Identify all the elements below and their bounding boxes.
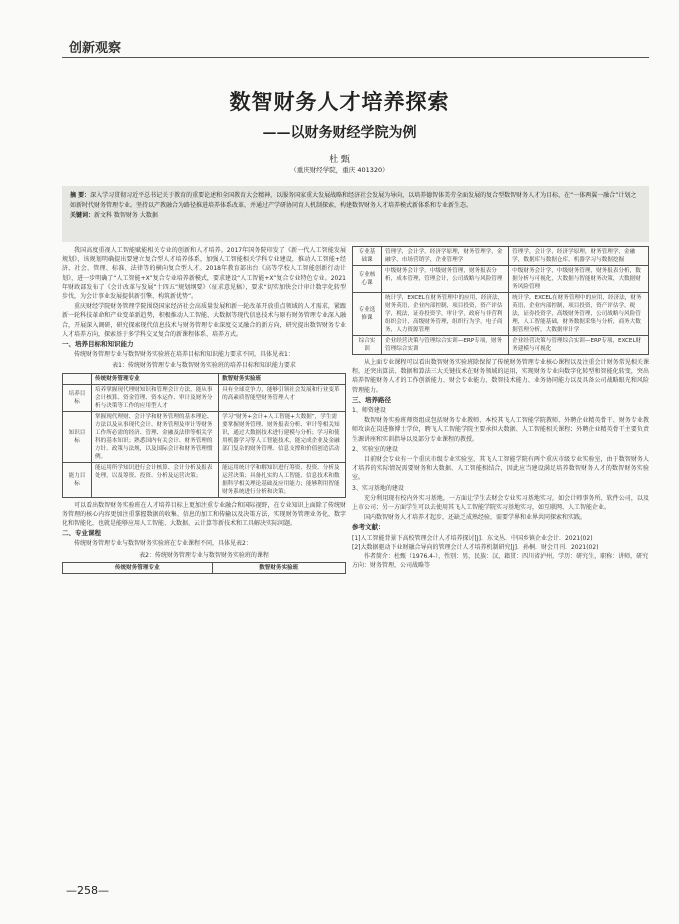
- paragraph: 充分利用现有校内外实习基地，一方面让学生去财会专业实习基地实习，如会计师事务所、软件公司，以及上市公司；另一方面学生可以去使用其飞人工智能学院实习基地实习，如互联网、人工智能企业。: [352, 494, 649, 512]
- paragraph: 传统财务管理专业与数智财务实验班在培养目标和知识能力要求不同，具体见表1：: [74, 351, 294, 359]
- affiliation: （重庆财经学院，重庆 401320）: [290, 166, 389, 174]
- paragraph: 重庆财经学院财务管理学院围绕国家经济社会高质量发展和新一轮改革开放重点领域的人才需求，紧跟新一轮科技革命和产业变革新趋势，积极推动人工智能、大数据等现代信息技术与原有财务管理专业深入融合，开展深入调研，研究探索现代信息技术与财务管理专业深度交叉融合的新方向，研究提出数智财务专业人才培养方向，探索基于多学科交叉复合的新课程体系、培养方式。: [62, 303, 346, 338]
- paragraph: 数智财务实验班师资组成包括财务专业教师、本校其飞人工智能学院教师、外聘企业精英骨干、财务专业教师攻读在岗进修博士学位，聘飞人工智能学院主要承担大数据、人工智能相关课程；外聘企业精英骨干主要负责生源讲座和实训指导以及部分专业课程的教授。: [352, 417, 649, 443]
- section-heading: 二、专业课程: [62, 529, 101, 538]
- table-header: 传统财务管理专业: [63, 562, 213, 573]
- table-2-body: [352, 246, 649, 355]
- abstract-label: 摘 要：: [70, 192, 91, 199]
- section-header: 创新观察: [69, 41, 122, 56]
- table-row: [63, 384, 346, 411]
- keywords-label: 关键词：: [70, 212, 95, 219]
- table-cell: 中级财务会计学，中级财务管理，财务报表分析，成本管理，管理会计，公司战略与风险管理: [382, 266, 509, 293]
- abstract-box: [62, 186, 649, 242]
- left-column: [62, 246, 346, 574]
- section-heading: 一、培养目标和知识能力: [62, 340, 134, 349]
- row-label: 知识目标: [63, 411, 92, 462]
- paragraph: 目前财会专业有一个重庆市级专业实验室，其飞人工智能学院有两个重庆市级专业实验室，由于数智财务人才培养的实际情况需要财务和大数据、人工智能相结合，因此应当建设满足培养数智财务人才的数智财务实验室。: [352, 456, 649, 482]
- table-2-header: [62, 562, 346, 574]
- paragraph: 可以看出数智财务实验班在人才培养目标上更加注重专业融合和国际视野，在专业知识上面除了传统财务管理的核心内容更加注重掌握数据的收集、信息的加工和传输以及决策方法，实现财务管理业务化、数字化和智能化，也就是能够应用人工智能、大数据、云计算等新技术和工具解决实际问题。: [62, 501, 346, 528]
- table-row: [353, 247, 649, 266]
- keywords: 新文科 数智财务 大数据: [94, 212, 158, 219]
- paragraph: 我国高度重视人工智能赋能相关专业的创新和人才培养。2017年国务院印发了《新一代人工智能发展规划》，该规划明确提出要建立复合型人才培养体系，加强人工智能相关学科专业建设，推动人工智能+经济、社会、管理、标准、法律等的横向复合型人才。2018年教育部出台《高等学校人工智能创新行动计划》，进一步明确了“人工智能+X”复合专业培养新模式，要求建设“人工智能+X”复合专业特色专业。2021年财政部发布了《会计改革与发展“十四五”规划纲要》（征求意见稿），要求“切实加快会计审计数字化转型步伐，为会计事业发展提供新引擎、构筑新优势”。: [62, 247, 346, 301]
- right-column: [352, 246, 649, 570]
- table-cell: 管理学，会计学，经济学原理，财务管理学，金融学，数据库与数据仓库，机器学习与数据挖掘: [509, 247, 649, 266]
- article-subtitle: ——以财务财经学院为例: [262, 125, 417, 141]
- subsection-heading: 1、师资建设: [352, 407, 386, 415]
- table-row: [353, 293, 649, 336]
- row-label: 专业核心课: [353, 266, 382, 293]
- table-cell: 企业经营决策与管理综合实训—ERP专项，EXCEL财务建模与可视化: [509, 336, 649, 355]
- table-cell: 能运用所学知识进行会计核算、会计分析及报表处理，以及筹资、投资、分析及运营决策；: [92, 462, 219, 497]
- table-cell: 掌握现代理财、会计学和财务管理的基本理论、方法以及从事现代会计、财务管理及审计等财务工作所必需的经济、管理、金融及法律等相关学科的基本知识；熟悉国内有关会计、财务管理的方针、政策与法规，以及国际会计和财务管理惯例。: [92, 411, 219, 462]
- table-row: [353, 266, 649, 293]
- author: 杜 甄: [329, 155, 350, 165]
- table-cell: 具有全球竞争力，能够引领社会发展和行业变革的高素质智能型财务管理人才: [219, 384, 346, 411]
- subsection-heading: 2、实验室的建设: [352, 445, 398, 453]
- table-header: 数智财务实验班: [219, 373, 346, 384]
- row-label: 专业选修课: [353, 293, 382, 336]
- row-label: 培养目标: [63, 384, 92, 411]
- table-cell: 中级财务会计学，中级财务管理，财务报表分析，数据分析与可视化，大数据与智能财务决策，大数据财务风险管理: [509, 266, 649, 293]
- table-cell: 统计学，EXCEL在财务管理中的应用，经济法，财务英语，企业内部控制，项目投资，资产评估学，税法，证券投资学，审计学，政府与非营利组织会计，高级财务管理，组织行为学，电子商务，人力资源管理: [382, 293, 509, 336]
- table-1: [62, 373, 346, 498]
- header-rule: [62, 57, 649, 58]
- table-row: [63, 411, 346, 462]
- section-heading: 三、培养路径: [352, 395, 391, 404]
- table-cell: 管理学，会计学，经济学原理，财务管理学，金融学，市场营销学，企业管理学: [382, 247, 509, 266]
- paragraph: 国内数智财务人才培养才起步，还缺乏成熟经验，需要学界和业界共同探索和实践。: [364, 514, 587, 522]
- table-header: [63, 373, 92, 384]
- references-heading: 参考文献：: [352, 523, 385, 532]
- row-label: 专业基础课: [353, 247, 382, 266]
- paragraph: 从上面专业课程可以看出数智财务实验班除保留了传统财务管理专业核心课程以及注重会计财务常见相关课程，还突出算法、数据和算法三大关键技术在财务领域的运用，实现财务专业向数字化转型和智能化转变，突出培养智能财务人才的工作创新能力、财会专业能力、数智技术能力、业务协同能力以及具备公司战略眼光和风险管理能力。: [352, 359, 649, 394]
- author-bio: 作者简介：杜甄（1976.4-），性别：男，民族：汉，籍贯：四川省泸州，学历：研究生，职称：讲师，研究方向：财务管理，公司战略等: [352, 553, 649, 570]
- row-label: 综合实训: [353, 336, 382, 355]
- table-cell: 培养掌握现代理财知识和管理会计方法，能从事会计核算、资金管理、资本运作、审计及财务分析与决策等工作的应用型人才: [92, 384, 219, 411]
- table-header: 传统财务管理专业: [92, 373, 219, 384]
- table-header: 数智财务实验班: [212, 562, 345, 573]
- table-row: [63, 462, 346, 497]
- table-cell: 企业经营决策与管理综合实训—ERP专项，财务管理综合实训: [382, 336, 509, 355]
- reference-item: [2]大数据驱动下业财融合导向的管理会计人才培养机制研究[J]．孙桐．财会月刊．2021(02): [352, 543, 599, 551]
- row-label: 能力目标: [63, 462, 92, 497]
- reference-item: [1]人工智能背景下高校管理会计人才培养探讨[J]．东文丛．中国乡镇企业会计．2021(02): [352, 534, 593, 542]
- table-caption: 表2：传统财务管理专业与数智财务实验班的课程: [139, 551, 269, 559]
- table-cell: 统计学，EXCEL在财务管理中的应用，经济法，财务英语，企业内部控制，项目投资，资产评估学，税法，证券投资学，高级财务管理，公司战略与风险管理，人工智能基础，财务数据采集与分析，商务大数据管理分析，大数据审计学: [509, 293, 649, 336]
- table-cell: 学习“财务+会计+人工智能+大数据”，学生需要掌握财务管理、财务报表分析、审计等相关知识，通过大数据技术进行建模与分析；学习和使用机器学习等人工智能技术，能完成企业及金融部门复杂的财务管理、信息支撑和价值创造活动: [219, 411, 346, 462]
- table-caption: 表1：传统财务管理专业与数智财务实验班的培养目标和知识能力要求: [112, 362, 296, 370]
- page-number: —258—: [66, 884, 109, 897]
- table-cell: 能运用统计学和解知识进行筹资、投资、分析及运营决策；具备扎实的人工智能、信息技术和数据科学相关理论基础及应用能力；能够利用智能财务系统进行分析和决策；: [219, 462, 346, 497]
- table-row: [353, 336, 649, 355]
- article-title: 数智财务人才培养探索: [229, 89, 450, 114]
- subsection-heading: 3、实习基地的建设: [352, 484, 404, 492]
- abstract-text: 深入学习贯彻习近平总书记关于教育的重要论述和全国教育大会精神，以服务国家重大发展战略和经济社会发展为导向，以培养德智体美劳全面发展的复合型数智财务人才为目标，在“一体两翼一融合”计划之如新时代财务管理专业。坚持以产教融合为路径推进培养体系改革，并通过产学研协同育人机制探索，构建数智财务人才培养模式新体系和专业新生态。: [70, 192, 637, 209]
- paragraph: 传统财务管理专业与数智财务实验班在专业课程不同，具体见表2：: [74, 540, 252, 548]
